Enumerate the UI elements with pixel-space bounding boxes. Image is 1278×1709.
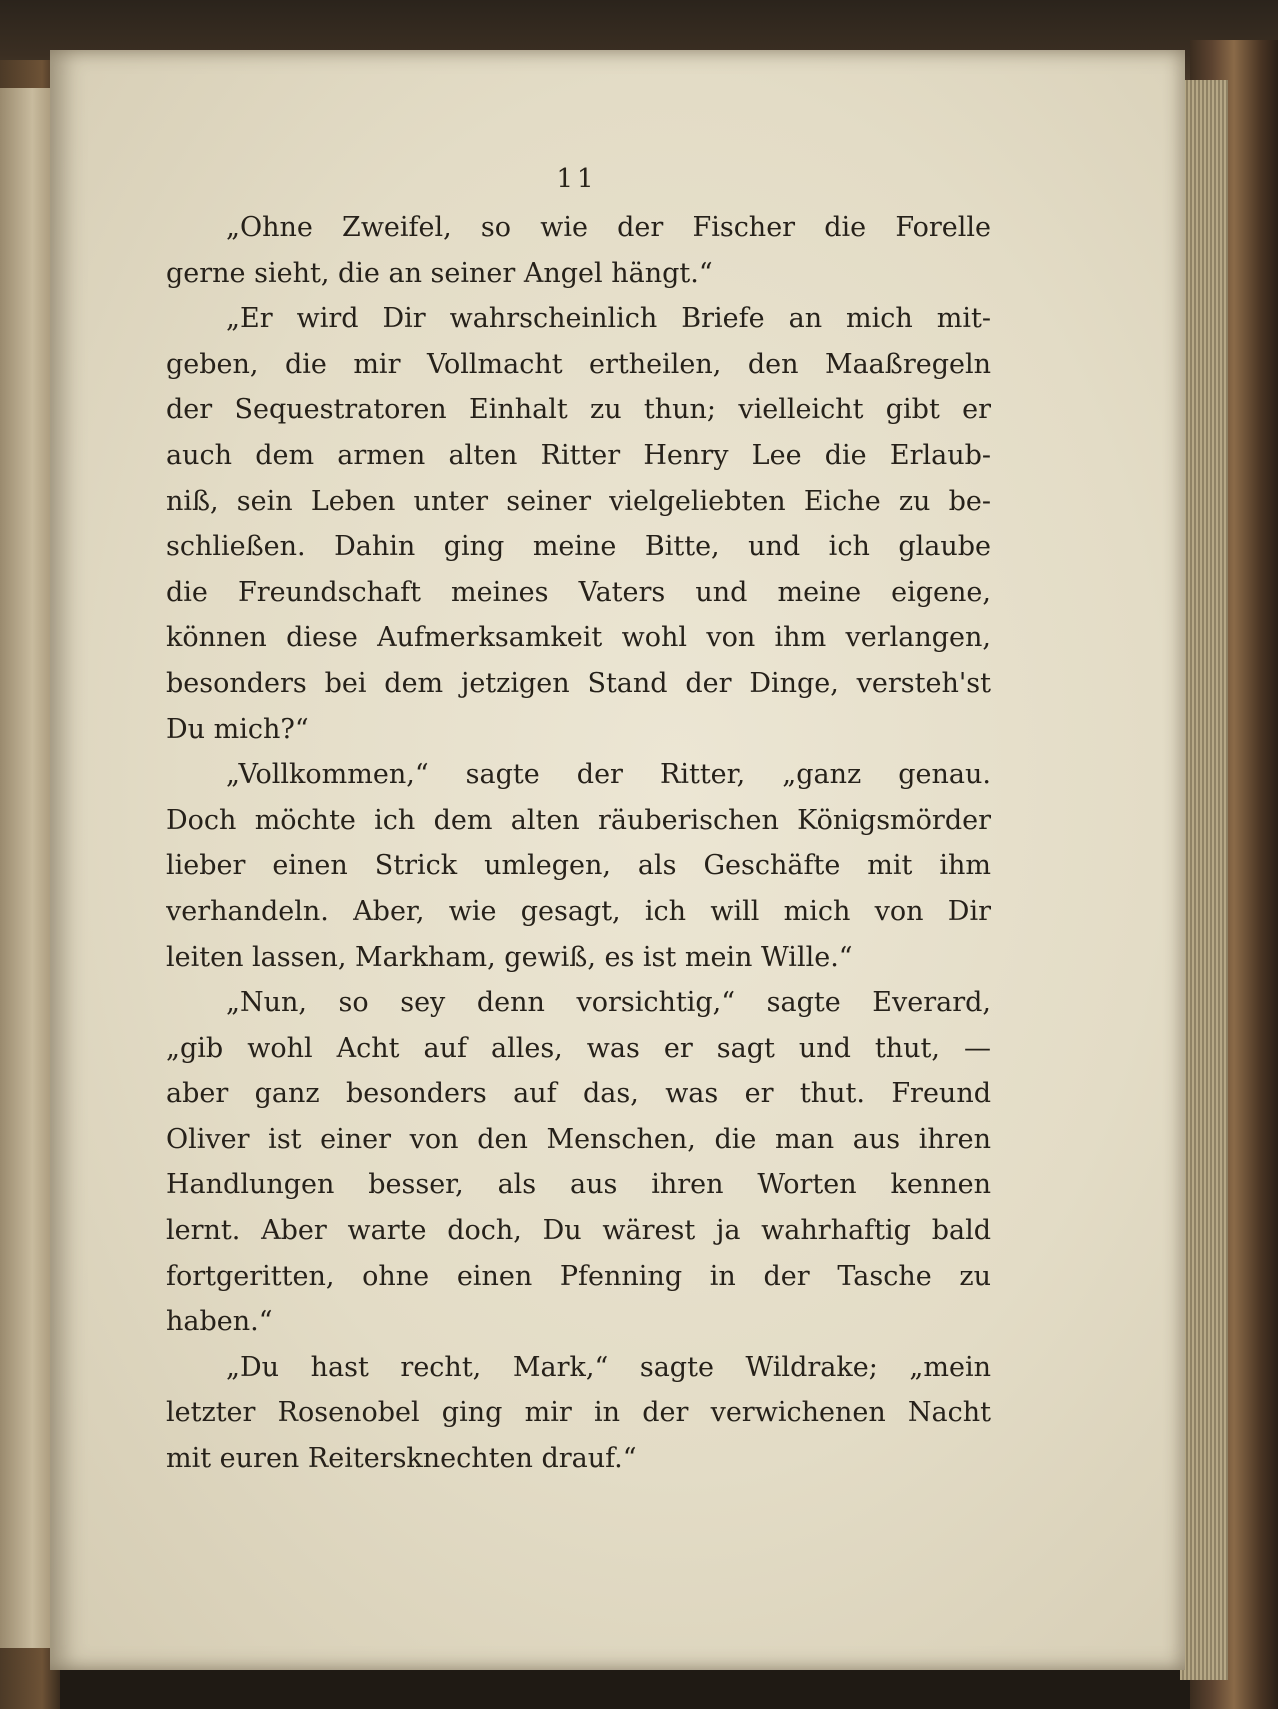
text-line: lernt. Aber warte doch, Du wärest ja wahrhaftig bald: [166, 1215, 991, 1247]
text-line: leiten lassen, Markham, gewiß, es ist mein Wille.“: [166, 941, 853, 973]
text-line: haben.“: [166, 1306, 273, 1338]
text-line: niß, sein Leben unter seiner vielgeliebten Eiche zu be-: [166, 485, 991, 517]
text-line: aber ganz besonders auf das, was er thut. Freund: [166, 1078, 991, 1110]
text-line: Oliver ist einer von den Menschen, die man aus ihren: [166, 1123, 991, 1155]
text-line: Handlungen besser, als aus ihren Worten kennen: [166, 1169, 991, 1201]
text-line: letzter Rosenobel ging mir in der verwichenen Nacht: [166, 1397, 991, 1429]
text-line: können diese Aufmerksamkeit wohl von ihm verlangen,: [166, 622, 991, 654]
text-line: mit euren Reitersknechten drauf.“: [166, 1443, 637, 1475]
page-text: [166, 205, 991, 1482]
text-line: „Du hast recht, Mark,“ sagte Wildrake; „mein: [226, 1351, 991, 1383]
text-line: geben, die mir Vollmacht ertheilen, den Maaßregeln: [166, 348, 991, 380]
text-line: „Er wird Dir wahrscheinlich Briefe an mich mit-: [226, 303, 991, 335]
text-line: „Vollkommen,“ sagte der Ritter, „ganz genau.: [226, 759, 991, 791]
text-line: gerne sieht, die an seiner Angel hängt.“: [166, 257, 713, 289]
previous-page-edge: [0, 88, 54, 1648]
text-line: die Freundschaft meines Vaters und meine eigene,: [166, 576, 991, 608]
text-line: lieber einen Strick umlegen, als Geschäfte mit ihm: [166, 850, 991, 882]
text-line: verhandeln. Aber, wie gesagt, ich will mich von Dir: [166, 895, 991, 927]
text-line: „Ohne Zweifel, so wie der Fischer die Forelle: [226, 212, 991, 243]
page-number: 11: [556, 164, 598, 194]
text-line: auch dem armen alten Ritter Henry Lee die Erlaub-: [166, 439, 991, 471]
page-edges-stack: [1180, 80, 1228, 1680]
text-line: „gib wohl Acht auf alles, was er sagt und thut, —: [166, 1032, 991, 1064]
text-line: Doch möchte ich dem alten räuberischen Königsmörder: [166, 804, 991, 836]
text-line: der Sequestratoren Einhalt zu thun; vielleicht gibt er: [166, 394, 991, 426]
text-line: schließen. Dahin ging meine Bitte, und ich glaube: [166, 531, 991, 563]
text-line: besonders bei dem jetzigen Stand der Dinge, versteh'st: [166, 667, 991, 699]
text-line: fortgeritten, ohne einen Pfenning in der Tasche zu: [166, 1260, 991, 1292]
text-line: Du mich?“: [166, 713, 309, 745]
text-line: „Nun, so sey denn vorsichtig,“ sagte Everard,: [226, 987, 991, 1019]
